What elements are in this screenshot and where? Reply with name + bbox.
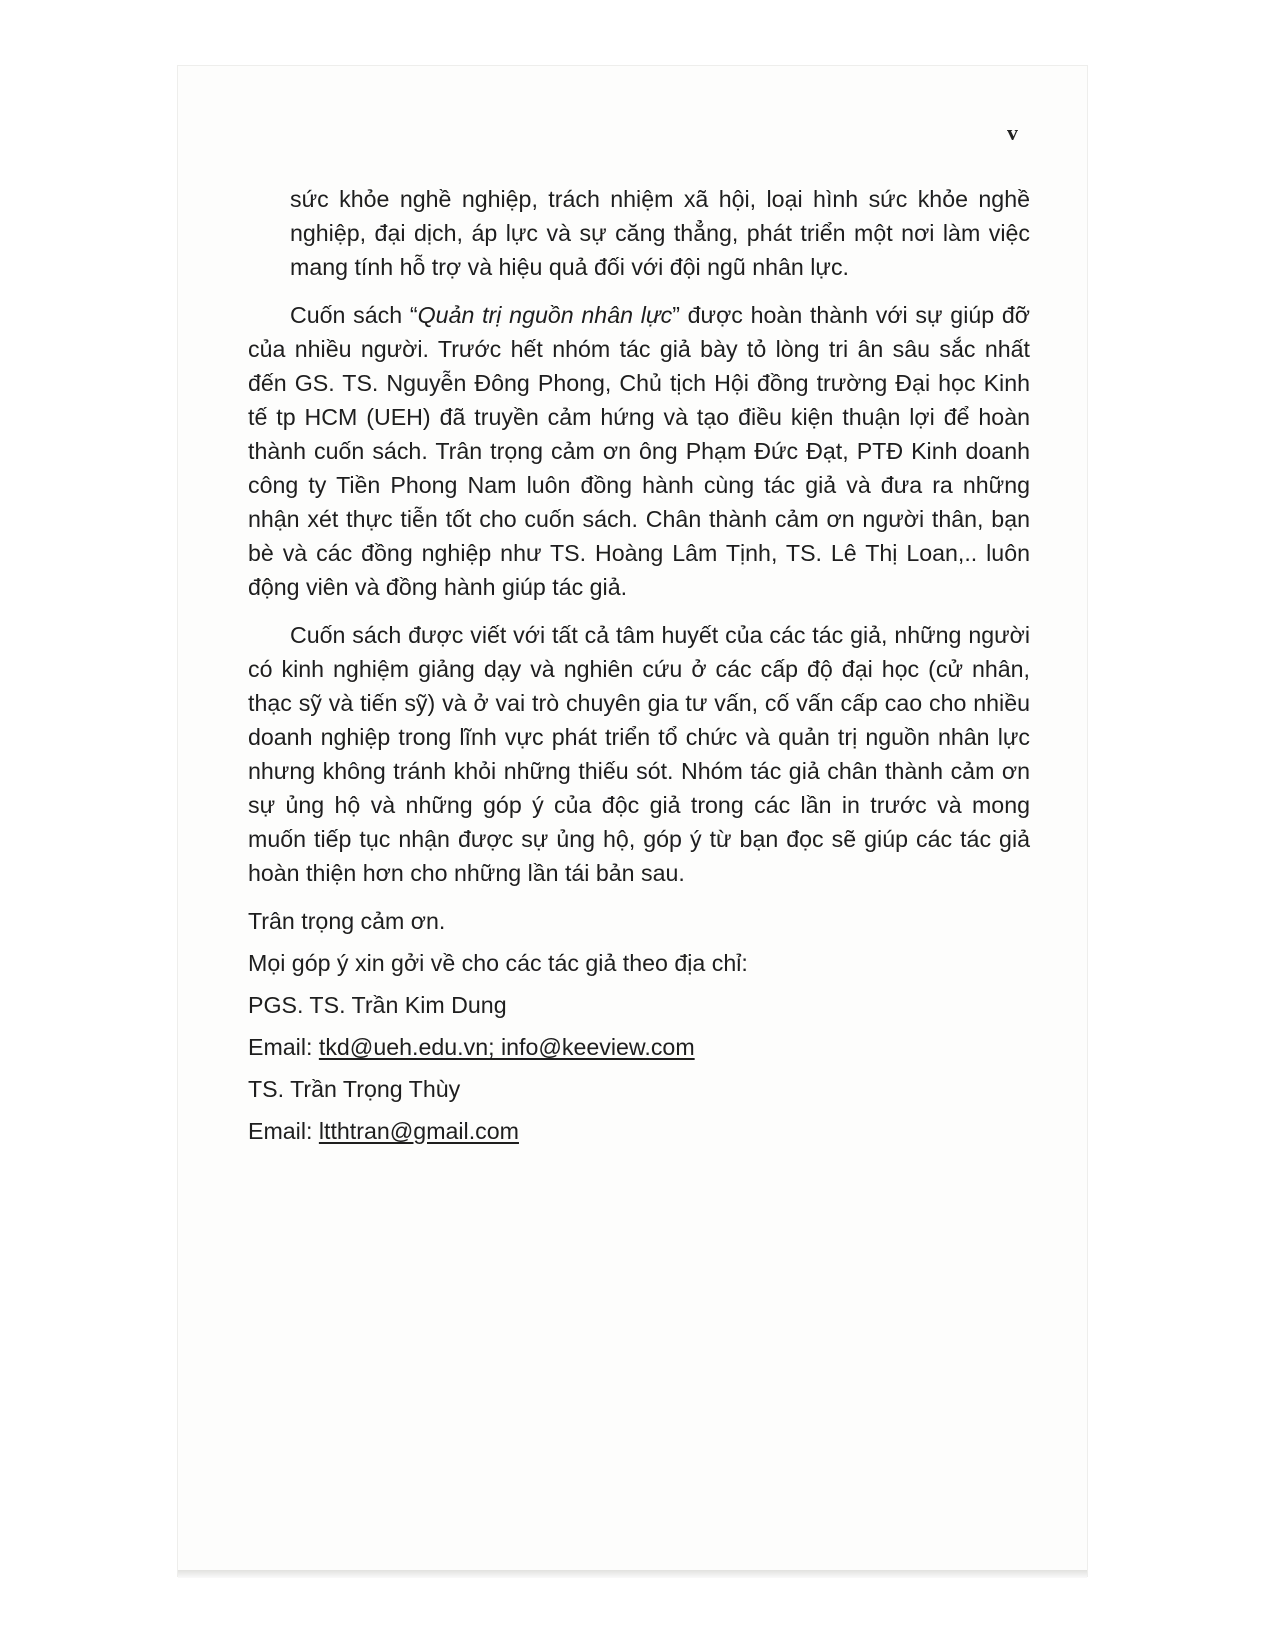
book-title: Quản trị nguồn nhân lực <box>417 302 673 328</box>
page-number: v <box>1007 120 1018 145</box>
page-content <box>248 182 1030 1156</box>
para1-rest: ” được hoàn thành với sự giúp đỡ của nhiều người. Trước hết nhóm tác giả bày tỏ lòng tri ân sâu sắc nhất đến GS. TS. Nguyễn Đông Phong, Chủ tịch Hội đồng trường Đại học Kinh tế tp HCM (UEH) đã truyền cảm hứng và tạo điều kiện thuận lợi để hoàn thành cuốn sách. Trân trọng cảm ơn ông Phạm Đức Đạt, PTĐ Kinh doanh công ty Tiền Phong Nam luôn đồng hành cùng tác giả và đưa ra những nhận xét thực tiễn tốt cho cuốn sách. Chân thành cảm ơn người thân, bạn bè và các đồng nghiệp như TS. Hoàng Lâm Tịnh, TS. Lê Thị Loan,.. luôn động viên và đồng hành giúp tác giả. <box>248 302 1030 600</box>
author2-email-link[interactable]: ltthtran@gmail.com <box>318 1118 519 1144</box>
contact-intro: Mọi góp ý xin gởi về cho các tác giả theo địa chỉ: <box>248 950 748 976</box>
author2-email-label: Email: <box>248 1118 319 1144</box>
author1-email-label: Email: <box>248 1034 319 1060</box>
closing-thanks: Trân trọng cảm ơn. <box>248 908 446 934</box>
feedback-paragraph: Cuốn sách được viết với tất cả tâm huyết của các tác giả, những người có kinh nghiệm giảng dạy và nghiên cứu ở các cấp độ đại học (cử nhân, thạc sỹ và tiến sỹ) và ở vai trò chuyên gia tư vấn, cố vấn cấp cao cho nhiều doanh nghiệp trong lĩnh vực phát triển tổ chức và quản trị nguồn nhân lực nhưng không tránh khỏi những thiếu sót. Nhóm tác giả chân thành cảm ơn sự ủng hộ và những góp ý của độc giả trong các lần in trước và mong muốn tiếp tục nhận được sự ủng hộ, góp ý từ bạn đọc sẽ giúp các tác giả hoàn thiện hơn cho những lần tái bản sau. <box>248 622 1030 886</box>
author1-name: PGS. TS. Trần Kim Dung <box>248 992 507 1018</box>
author2-email-line <box>248 1114 1030 1148</box>
acknowledgement-paragraph <box>248 298 1030 604</box>
author2-name: TS. Trần Trọng Thùy <box>248 1076 461 1102</box>
author1-email-links[interactable]: tkd@ueh.edu.vn; info@keeview.com <box>318 1034 695 1060</box>
page-edge <box>178 1570 1087 1578</box>
continuation-paragraph: sức khỏe nghề nghiệp, trách nhiệm xã hội, loại hình sức khỏe nghề nghiệp, đại dịch, áp lực và sự căng thẳng, phát triển một nơi làm việc mang tính hỗ trợ và hiệu quả đối với đội ngũ nhân lực. <box>290 186 1030 280</box>
para1-lead: Cuốn sách “ <box>290 302 418 328</box>
author1-email-line <box>248 1030 1030 1064</box>
